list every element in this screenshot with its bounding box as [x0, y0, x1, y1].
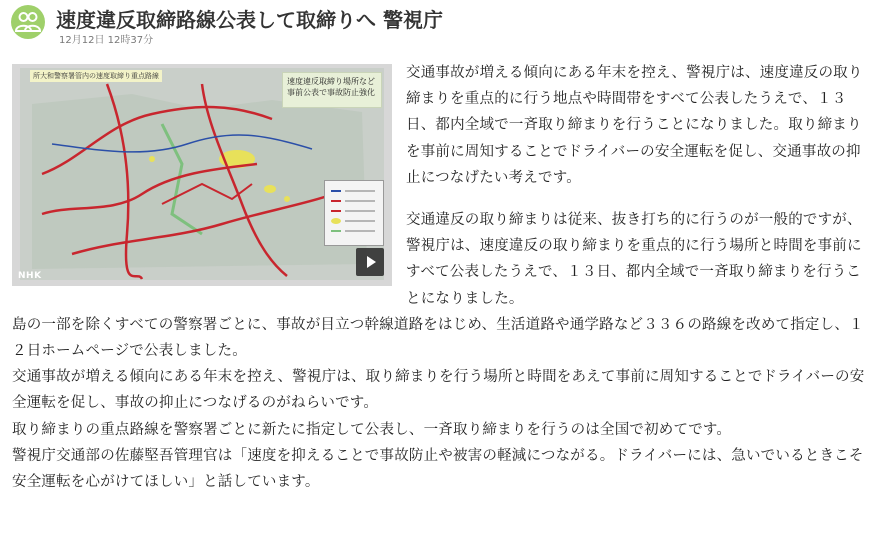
paragraph-1: 交通事故が増える傾向にある年末を控え、警視庁は、速度違反の取り締まりを重点的に行う地点や時間帯をすべて公表したうえで、１３日、都内全域で一斉取り締まりを行うことになりました。取り締まりを事前に周知することでドライバーの安全運転を促し、交通事故の抑止につなげたい考えです。 [406, 65, 863, 186]
news-video[interactable] [12, 64, 392, 286]
caption-line-2: 事前公表で事故防止強化 [287, 88, 375, 97]
play-icon [356, 248, 384, 276]
paragraph-2: 交通違反の取り締まりは従来、抜き打ち的に行うのが一般的ですが、警視庁は、速度違反の取り締まりを重点的に行う場所と時間を事前にすべて公表したうえで、１３日、都内全域で一斉取り締まりを行うことになりました。 [406, 212, 862, 307]
paragraph-5: 取り締まりの重点路線を警察署ごとに新たに指定して公表し、一斉取り締まりを行うのは全国で初めてです。 [12, 421, 732, 438]
paragraph-3: 島の一部を除くすべての警察署ごとに、事故が目立つ幹線道路をはじめ、生活道路や通学路など３３６の路線を改めて指定し、１２日ホームページで公表しました。 [12, 316, 864, 360]
article-body [0, 60, 884, 495]
caption-line-1: 速度違反取締り場所など [287, 77, 375, 86]
play-button[interactable] [356, 248, 384, 276]
nhk-watermark: NHK [18, 271, 42, 281]
video-caption [282, 72, 382, 108]
map-legend [324, 180, 384, 246]
page-title: 速度違反取締路線公表して取締りへ 警視庁 [56, 8, 443, 32]
paragraph-6: 警視庁交通部の佐藤堅吾管理官は「速度を抑えることで事故防止や被害の軽減につながる。ドライバーには、急いでいるときこそ安全運転を心がけてほしい」と話しています。 [12, 447, 864, 491]
timestamp: 12月12日 12時37分 [59, 35, 154, 46]
paragraph-4: 交通事故が増える傾向にある年末を控え、警視庁は、取り締まりを行う場所と時間をあえて事前に周知することでドライバーの安全運転を促し、事故の抑止につなげるのがねらいです。 [12, 369, 865, 412]
map-heading: 所大和警察署管内の速度取締り重点路線 [30, 70, 162, 82]
news-logo-icon [11, 5, 45, 39]
